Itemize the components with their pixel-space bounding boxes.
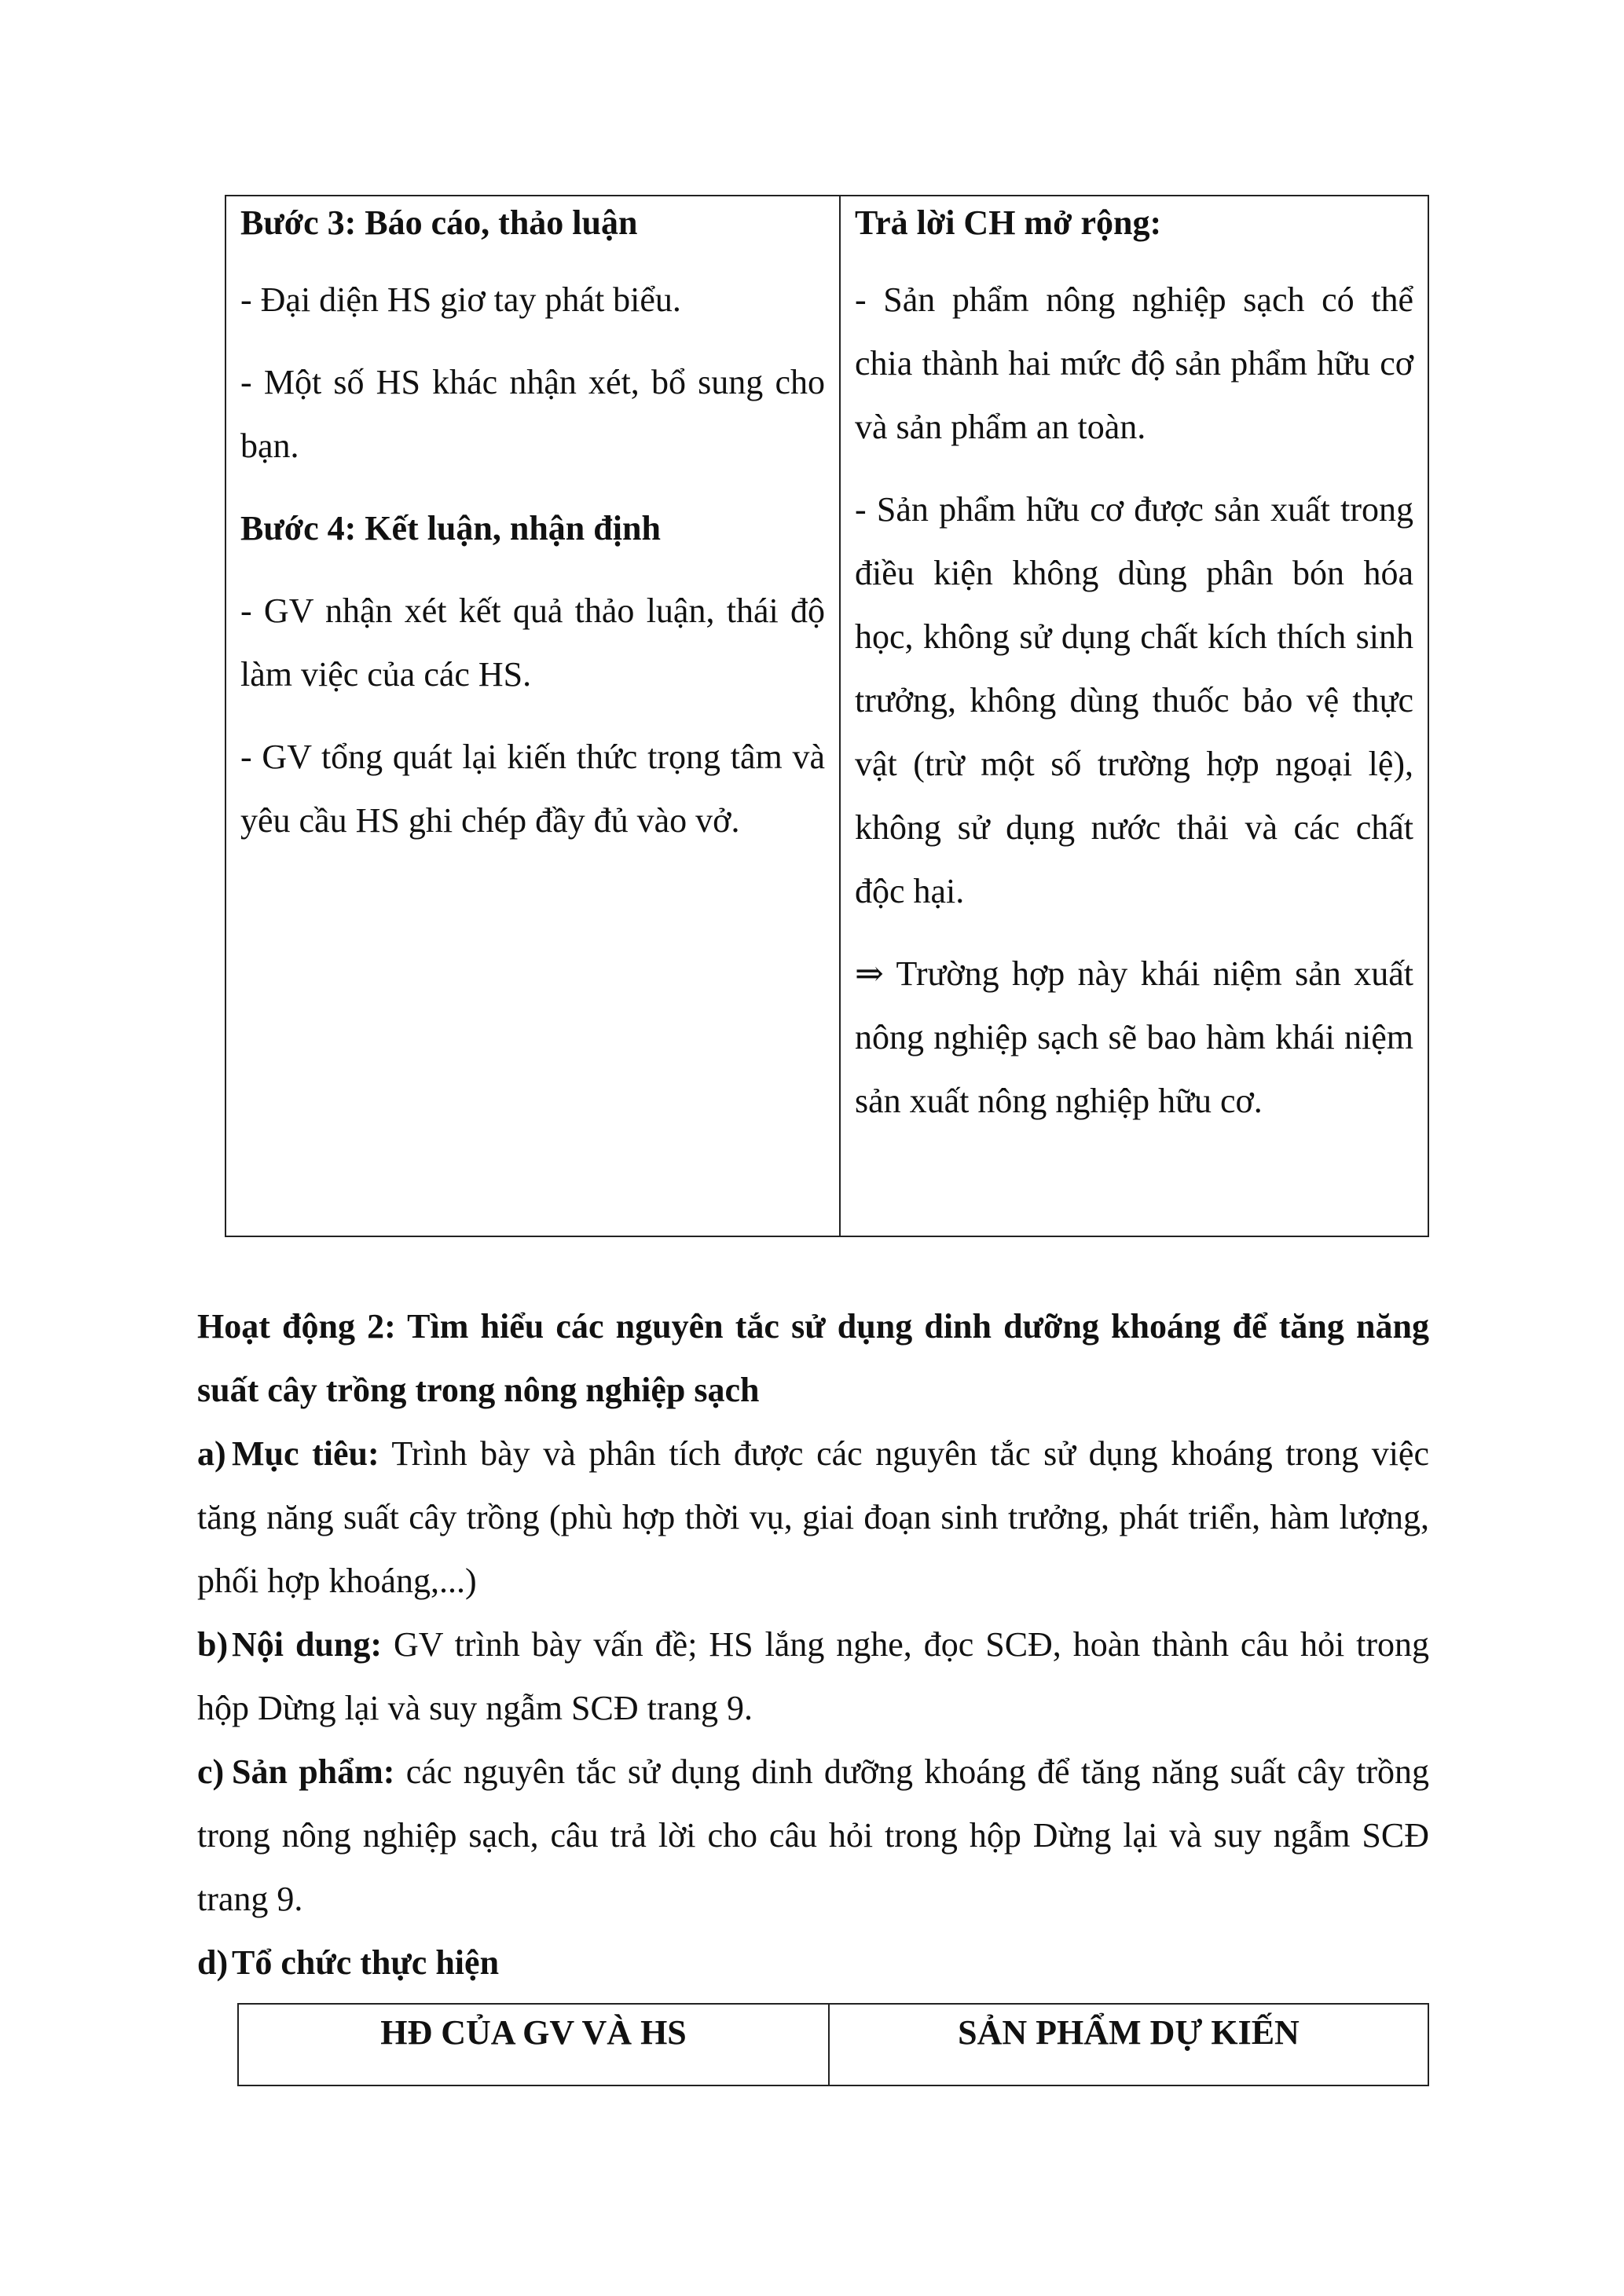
answer-paragraph-2: - Sản phẩm hữu cơ được sản xuất trong điều kiện không dùng phân bón hóa học, không sử dụng chất kích thích sinh trưởng, không dùng thuốc bảo vệ thực vật (trừ một số trường hợp ngoại lệ), không sử dụng nước thải và các chất độc hại. bbox=[855, 490, 1413, 910]
step4-heading: Bước 4: Kết luận, nhận định bbox=[240, 509, 661, 547]
answer-paragraph-3: ⇒ Trường hợp này khái niệm sản xuất nông nghiệp sạch sẽ bao hàm khái niệm sản xuất nông nghiệp hữu cơ. bbox=[855, 954, 1413, 1120]
organization-paragraph bbox=[197, 1931, 1429, 1994]
activity-2-title: Hoạt động 2: Tìm hiểu các nguyên tắc sử dụng dinh dưỡng khoáng để tăng năng suất cây trồng trong nông nghiệp sạch bbox=[197, 1307, 1429, 1409]
content-paragraph bbox=[197, 1613, 1429, 1740]
product-paragraph bbox=[197, 1740, 1429, 1931]
organization-label: d) bbox=[197, 1943, 229, 1982]
organization-heading: Tổ chức thực hiện bbox=[232, 1943, 500, 1982]
objective-text: Trình bày và phân tích được các nguyên tắc sử dụng khoáng trong việc tăng năng suất cây trồng (phù hợp thời vụ, giai đoạn sinh trưởng, phát triển, hàm lượng, phối hợp khoáng,...) bbox=[197, 1434, 1429, 1600]
objective-paragraph bbox=[197, 1422, 1429, 1613]
step4-item-1: - GV nhận xét kết quả thảo luận, thái độ làm việc của các HS. bbox=[240, 591, 825, 694]
step3-item-2: - Một số HS khác nhận xét, bổ sung cho bạn. bbox=[240, 363, 825, 465]
product-heading: Sản phẩm: bbox=[232, 1752, 395, 1791]
column-header-expected-products: SẢN PHẨM DỰ KIẾN bbox=[958, 2013, 1300, 2052]
activity-table bbox=[225, 195, 1429, 1237]
product-text: các nguyên tắc sử dụng dinh dưỡng khoáng để tăng năng suất cây trồng trong nông nghiệp sạch, câu trả lời cho câu hỏi trong hộp Dừng lại và suy ngẫm SCĐ trang 9. bbox=[197, 1752, 1429, 1918]
answer-paragraph-1: - Sản phẩm nông nghiệp sạch có thể chia thành hai mức độ sản phẩm hữu cơ và sản phẩm an toàn. bbox=[855, 280, 1413, 446]
content-label: b) bbox=[197, 1625, 229, 1664]
step4-item-2: - GV tổng quát lại kiến thức trọng tâm và yêu cầu HS ghi chép đầy đủ vào vở. bbox=[240, 738, 825, 840]
column-header-activities: HĐ CỦA GV VÀ HS bbox=[239, 2005, 830, 2085]
content-text: GV trình bày vấn đề; HS lắng nghe, đọc SCĐ, hoàn thành câu hỏi trong hộp Dừng lại và suy ngẫm SCĐ trang 9. bbox=[197, 1625, 1429, 1727]
teacher-student-column bbox=[226, 196, 841, 1236]
step3-heading: Bước 3: Báo cáo, thảo luận bbox=[240, 203, 638, 242]
objective-label: a) bbox=[197, 1434, 226, 1473]
objective-heading: Mục tiêu: bbox=[232, 1434, 379, 1473]
activity-2-table-header bbox=[237, 2003, 1429, 2086]
step3-item-1: - Đại diện HS giơ tay phát biểu. bbox=[240, 280, 681, 319]
product-label: c) bbox=[197, 1752, 225, 1791]
content-heading: Nội dung: bbox=[232, 1625, 383, 1664]
expected-product-column bbox=[841, 196, 1428, 1236]
activity-2-section bbox=[197, 1294, 1429, 1994]
extended-answer-heading: Trả lời CH mở rộng: bbox=[855, 203, 1162, 242]
